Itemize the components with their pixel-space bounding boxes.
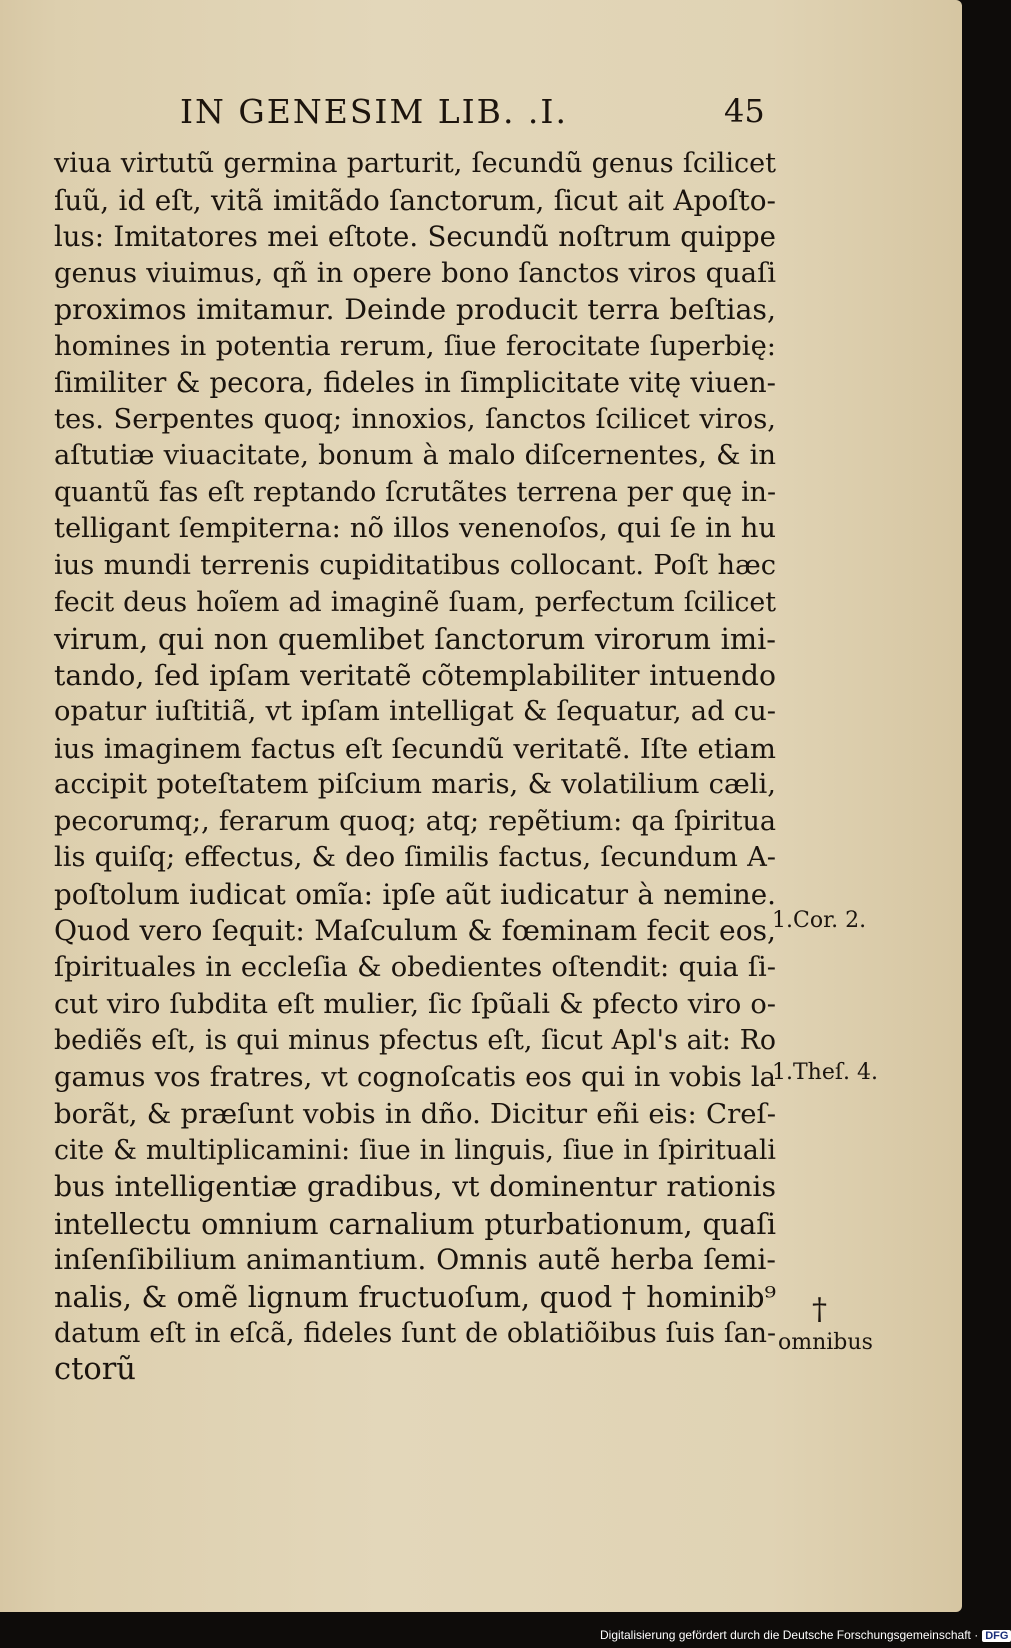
text-line: viua virtutũ germina parturit, ſecundũ genus ſcilicet — [54, 148, 776, 179]
text-line: bediẽs eſt, is qui minus pfectus eſt, ſicut Apl's ait: Ro — [54, 1025, 776, 1057]
text-line: telligant ſempiterna: nõ illos venenoſos, qui ſe in hu — [54, 513, 776, 545]
text-line: ſimiliter & pecora, fideles in ſimplicitate vitę viuen- — [54, 366, 776, 400]
dfg-logo: DFG — [982, 1630, 1011, 1642]
text-line: inſenſibilium animantium. Omnis autẽ herba ſemi- — [54, 1243, 776, 1277]
text-line: pecorumq;, ferarum quoq; atq; repẽtium: qa ſpiritua — [54, 805, 776, 837]
digitization-credit — [600, 1628, 1011, 1642]
text-line: genus viuimus, qñ in opere bono ſanctos viros quaſi — [54, 257, 776, 289]
text-line: lis quiſq; effectus, & deo ſimilis factus, ſecundum A- — [54, 842, 776, 874]
text-line: cut viro ſubdita eſt mulier, ſic ſpũali & pfecto viro o- — [54, 988, 776, 1020]
text-line: ſuũ, id eſt, vitã imitãdo ſanctorum, ſicut ait Apoſto- — [54, 183, 776, 217]
text-line: aſtutiæ viuacitate, bonum à malo diſcernentes, & in — [54, 440, 776, 472]
text-line: poſtolum iudicat omĩa: ipſe aũt iudicatur à nemine. — [54, 877, 776, 911]
text-line: fecit deus hoĩem ad imaginẽ ſuam, perfectum ſcilicet — [54, 586, 776, 618]
running-header — [180, 92, 880, 136]
text-line: tando, ſed ipſam veritatẽ cõtemplabiliter intuendo — [54, 658, 776, 692]
margin-note-omnibus: omnibus — [778, 1330, 873, 1355]
text-line: virum, qui non quemlibet ſanctorum virorum imi- — [54, 622, 776, 657]
running-title: IN GENESIM LIB. .I. — [180, 92, 568, 131]
text-line: quantũ fas eſt reptando ſcrutãtes terrena per quę in- — [54, 476, 776, 508]
text-line: proximos imitamur. Deinde producit terra beſtias, — [54, 293, 776, 327]
text-line: tes. Serpentes quoq; innoxios, ſanctos ſcilicet viros, — [54, 403, 776, 435]
text-line: Quod vero ſequit: Maſculum & fœminam fecit eos, — [54, 914, 776, 948]
credit-text: Digitalisierung gefördert durch die Deutsche Forschungsgemeinschaft · — [600, 1628, 979, 1642]
text-line: datum eſt in eſcã, fideles ſunt de oblatiõibus ſuis ſan- — [54, 1317, 776, 1349]
text-line: borãt, & præſunt vobis in dño. Dicitur eñi eis: Creſ- — [54, 1098, 776, 1131]
text-line: ſpirituales in eccleſia & obedientes oſtendit: quia ſi- — [54, 952, 776, 984]
text-line: lus: Imitatores mei eſtote. Secundũ noſtrum quippe — [54, 221, 776, 254]
text-line: ius mundi terrenis cupiditatibus collocant. Poſt hæc — [54, 550, 776, 582]
text-line: bus intelligentiæ gradibus, vt dominentur rationis — [54, 1170, 776, 1204]
dagger-icon: † — [812, 1292, 827, 1327]
text-line: opatur iuſtitiã, vt ipſam intelligat & ſequatur, ad cu- — [54, 696, 776, 728]
text-line: accipit poteſtatem piſcium maris, & volatilium cæli, — [54, 769, 776, 801]
body-text — [54, 146, 776, 1389]
text-line: cite & multiplicamini: ſiue in linguis, ſiue in ſpirituali — [54, 1134, 776, 1166]
text-line: homines in potentia rerum, ſiue ferocitate ſuperbię: — [54, 330, 776, 362]
margin-note-thes: 1.Theſ. 4. — [772, 1060, 878, 1085]
text-line: nalis, & omẽ lignum fructuoſum, quod † hominib⁹ — [54, 1279, 776, 1314]
catchword: ctorũ — [54, 1352, 136, 1388]
margin-note-cor: 1.Cor. 2. — [772, 908, 867, 933]
text-line: gamus vos fratres, vt cognoſcatis eos qui in vobis la — [54, 1061, 776, 1093]
page-number: 45 — [724, 92, 765, 130]
text-line: intellectu omnium carnalium pturbationum, quaſi — [54, 1206, 776, 1241]
text-line: ius imaginem factus eſt ſecundũ veritatẽ. Iſte etiam — [54, 732, 776, 765]
